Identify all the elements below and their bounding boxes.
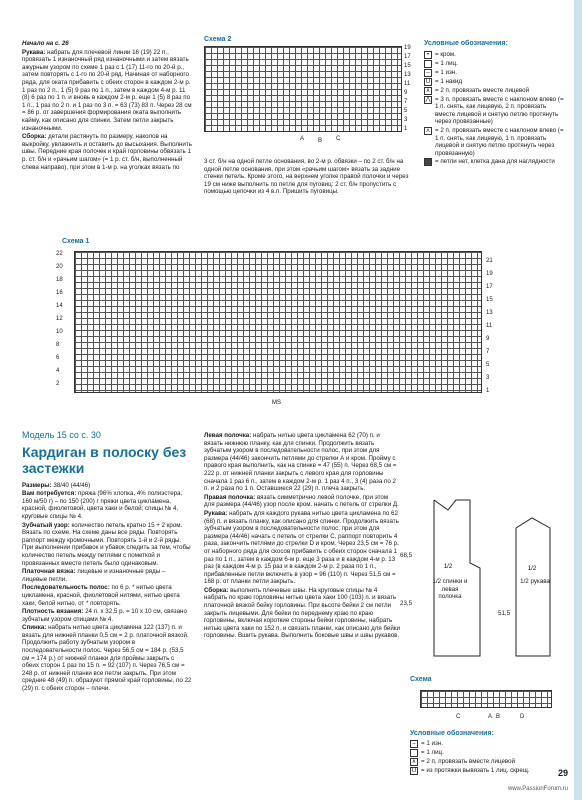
sleeves-paragraph bbox=[22, 49, 194, 133]
front-label: 1/2 bbox=[443, 564, 453, 570]
row-number: 13 bbox=[404, 72, 411, 78]
model-column: Модель 15 со с. 30 Кардиган в полоску без застежки Размеры: 38/40 (44/46) Вам потребуется: пряжа (96% хлопка, 4% полиэстера; 160 м/50 г) – по 150 (200) г пряжи цвета цикламена, красной, фиолетовой, цвета хаки и белой; спицы № 4, круговые спицы № 4. Зубчатый узор: количество петель кратно 15 + 2 кром. Вязать по схеме. На схеме даны все ряды. Повторять раппорт между кромочными. Повторять 1-й и 2-й ряды. При выполнении прибавок и убавок следить за тем, чтобы количество петель между петлями с пометкой и провязанных вместе петель было одинаковым. Платочная вязка: лицевые и изнаночные ряды – лицевые петли. Последовательность полос: по 6 р. * нитью цвета цикламена, красной, фиолетовой нитями, нитью цвета хаки, белой нитью, от * повторять. Плотность вязания: 24 п. х 32,5 р. = 10 х 10 см, связано зубчатым узором спицами № 4. Спинка: набрать нитью цвета цикламена 122 (137) п. и вязать для нижней планки 0,5 см = 2 р. платочной вязкой. Продолжить работу зубчатым узором в последовательности полос. Через 56,5 см = 184 р. (53,5 см = 174 р.) от нижней планки для проймы закрыть с обеих сторон 1 раз по 15 п. = 92 (107) п. Через 76,5 см = 248 р. от нижней планки все петли закрыть. При этом средние 48 (49) п. образуют прямой край горловины, по 22 (29) п. с обеих сторон – плечи. bbox=[22, 430, 192, 693]
twisted-knit-icon: U bbox=[411, 767, 417, 774]
middle-paragraph: 3 ст. б/н на одной петле основания, во 2-м р. обвязки – по 2 ст. б/н на одной петле основания, при этом «рачьим шагом» вязать за задние стенки петель. Кроме этого, на верхнем уголке правой полочки и через 19 см ниже выполнить по петле для пуговиц: 2 ст. б/н пропустить с помощью цепочки из 4 в.п. Пришить пуговицы. bbox=[204, 158, 409, 196]
mark-b: B bbox=[318, 138, 323, 144]
continued-note: Начало на с. 26 bbox=[22, 40, 69, 47]
legend-bottom-title: Условные обозначения: bbox=[410, 730, 494, 737]
legend-item: ∧ = 2 п. провязать вместе лицевой bbox=[425, 86, 530, 94]
schema2-grid bbox=[204, 46, 402, 132]
legend-item: U = 1 накид bbox=[425, 77, 463, 85]
row-number: 5 bbox=[404, 108, 408, 114]
legend-item: – = 1 изн. bbox=[410, 740, 560, 748]
sizes: 38/40 (44/46) bbox=[53, 481, 91, 489]
k2tog-icon: ∧ bbox=[411, 758, 417, 765]
assembly-text: детали растянуть по размеру, наколов на выкройку, увлажнить и оставить до высыхания. Выполнить швы. Передние края полочек и край горловины обвязать 1 р. ст. б/н и «рачьим шагом» (= 1 р. ст. б/н, выполненный слева направо), при этом в 1-м р. на уголках вязать по bbox=[22, 133, 192, 171]
legend-item: ⋏ = 2 п. провязать вместе с наклоном влево (= 1 п. снять, как лицевую, 1 п. провязать лицевой и снятую петлю протянуть через провязанную) bbox=[425, 126, 564, 157]
rapport-label: MS bbox=[272, 400, 281, 406]
mark-d-small: D bbox=[520, 714, 525, 720]
mark-c-small: C bbox=[456, 714, 461, 720]
legend-item: – = 1 изн. bbox=[424, 69, 564, 77]
knit-stitch-icon bbox=[424, 60, 432, 68]
dim-68: 68,5 bbox=[400, 552, 413, 559]
no-stitch-icon bbox=[424, 158, 432, 166]
legend-item: = 1 лиц. bbox=[424, 60, 564, 68]
legend-bottom bbox=[410, 730, 560, 776]
row-number: 9 bbox=[404, 90, 408, 96]
middle-text bbox=[204, 158, 412, 197]
sleeve-outline bbox=[516, 518, 550, 656]
sleeves-text: набрать для плечевой линии 16 (19) 22 п., провязать 1 изнаночный ряд изнаночными и затем вязать ажурным узором по схеме 1 раз с 1 (17) 11-го по 20-й р., затем повторять с 1-го по 20-й ряд. Начиная от наборного ряда, для оката прибавить с обеих сторон в каждом 2-м р. 1 раз по 2 п., 1 (5) 9 раз по 1 п., затем в каждом 4-м р. 11 (8) 6 раз по 1 п. и вновь в каждом 2-м р. еще 1 (5) 8 раз по 1 п., 1 раз по 2 п. и 1 раз по 3 п. = 63 (73) 83 п. Через 28 см = 86 р. от завершения формирования оката выполнить кайму, как описано для спинки. Затем петли закрыть изнаночными. bbox=[22, 48, 192, 132]
legend-item: ∧ = 2 п. провязать вместе лицевой bbox=[411, 757, 516, 765]
schema1-left-numbers: 22 20 18 16 14 12 10 8 6 4 2 bbox=[56, 251, 63, 387]
top-left-column bbox=[22, 40, 194, 172]
schema1-label: Схема 1 bbox=[62, 238, 90, 245]
small-schema-grid bbox=[420, 690, 552, 708]
row-number: 11 bbox=[404, 81, 411, 87]
schema2-row-numbers bbox=[404, 45, 416, 135]
legend-item: = петли нет, клетка дана для наглядности bbox=[424, 158, 564, 166]
mark-a: A bbox=[300, 136, 305, 142]
legend-item: • = кром. bbox=[424, 51, 564, 59]
ssk-icon: ⋏ bbox=[425, 127, 431, 134]
legend-item: U = из протяжки вывязать 1 лиц. скрещ. bbox=[411, 766, 530, 774]
k3tog-left-icon: ⋀ bbox=[425, 96, 431, 103]
sleeve-label: 1/2 bbox=[527, 566, 537, 572]
dim-23: 23,5 bbox=[400, 600, 413, 607]
model-middle-column: Левая полочка: набрать нитью цвета цикламена 62 (70) п. и вязать нижнюю планку, как для спинки. Продолжить вязать зубчатым узором в последовательности полос, при этом для размера (44/46) закончить петлями до стрелки А и кром. Пройму с правого края выполнить, как на спинке = 47 (55) п. Через 68,5 см = 222 р. от нижней планки закрыть с левого края для горловины сначала 1 раз 6 п., затем в каждом 2-м р. 1 раз 4 п., 3 (4) раза по 2 п. и 2 раза по 1 п. Оставшиеся 22 (29) п. плеча закрыть. Правая полочка: вязать симметрично левой полочке, при этом для размера (44/46) узор после кром. начать с петель от стрелки Д. Рукава: набрать для каждого рукава нитью цвета цикламена по 62 (68) п. и вязать планку, как описано для спинки. Продолжить вязать зубчатым узором в последовательности полос, при этом для размера (44/46) начать с петель от стрелки С, раппорт повторить 4 раза, закончить петлями до стрелки D и кром. Через 23,5 см = 76 р. от наборного ряда для скосов прибавить с обеих сторон сначала 1 раз по 1 п., затем в каждом 6-м р. еще 3 раза и в каждом 4-м р. 13 раз (в каждом 4-м р. 15 раз и в каждом 2-м р. 2 раза по 1 п., прибавленные петли включить в узор = 96 (110) п. Через 51,5 см = 168 р. от планки петли закрыть. Сборка: выполнить плечевые швы. На круговые спицы № 4 набрать по краю горловины нитью цвета хаки 100 (103) п. и вязать платочной вязкой бейку горловины. При вьсоте бейки 2 см петли закрыть лицевыми. Для бейки по переднему краю по краю горловины, включая короткие стороны бейки горловины, набрать нитью цвета хаки по 152 п. и связать планки, как описано для бейки горловины. Вшить рукава. Выполнить боковые швы и швы рукавов. bbox=[204, 432, 400, 640]
legend-top bbox=[424, 40, 564, 167]
small-schema-label: Схема bbox=[410, 676, 432, 683]
knit-stitch-icon bbox=[410, 749, 418, 757]
schema1-right-numbers: 21 19 17 15 13 11 9 7 5 3 1 bbox=[486, 258, 493, 394]
front-text: 1/2 спинки и левая полочка bbox=[432, 578, 468, 601]
schema2-label: Схема 2 bbox=[204, 36, 232, 43]
row-number: 17 bbox=[404, 54, 411, 60]
mark-b-small: B bbox=[496, 714, 501, 720]
legend-item: = 1 лиц. bbox=[410, 749, 560, 757]
k2tog-icon: ∧ bbox=[425, 87, 431, 94]
row-number: 19 bbox=[404, 45, 411, 51]
mark-a-small: A bbox=[488, 714, 493, 720]
assembly-heading: Сборка: bbox=[22, 133, 47, 141]
row-number: 1 bbox=[404, 126, 408, 132]
assembly-paragraph bbox=[22, 133, 194, 171]
mark-c: C bbox=[336, 136, 341, 142]
edge-stitch-icon: • bbox=[424, 51, 432, 59]
side-color-strip bbox=[574, 0, 582, 800]
legend-item: ⋀ = 3 п. провязать вместе с наклоном влево (= 1 п. снять, как лицевую, 2 п. провязать вместе лицевой и снятую петлю протянуть через провязанные) bbox=[425, 95, 564, 126]
row-number: 15 bbox=[404, 63, 411, 69]
yarn-over-icon: U bbox=[425, 78, 431, 85]
dim-51: 51,5 bbox=[498, 610, 511, 617]
purl-stitch-icon: – bbox=[410, 740, 418, 748]
page-number: 29 bbox=[557, 768, 568, 778]
schema1-grid bbox=[74, 251, 482, 393]
footer-url[interactable]: www.PassionForum.ru bbox=[507, 786, 568, 792]
sleeve-text: 1/2 рукава bbox=[520, 578, 550, 585]
model-title: Кардиган в полоску без застежки bbox=[22, 443, 187, 476]
materials: пряжа (96% хлопка, 4% полиэстера; 160 м/50 г) – по 150 (200) г пряжи цвета цикламена, красной, фиолетовой, цвета хаки и белой; спицы № 4, круговые спицы № 4. bbox=[22, 490, 183, 520]
purl-stitch-icon: – bbox=[424, 69, 432, 77]
row-number: 7 bbox=[404, 99, 408, 105]
row-number: 3 bbox=[404, 117, 408, 123]
model-reference: Модель 15 со с. 30 bbox=[22, 430, 101, 440]
legend-top-title: Условные обозначения: bbox=[424, 40, 508, 47]
sleeves-heading: Рукава: bbox=[22, 48, 46, 56]
